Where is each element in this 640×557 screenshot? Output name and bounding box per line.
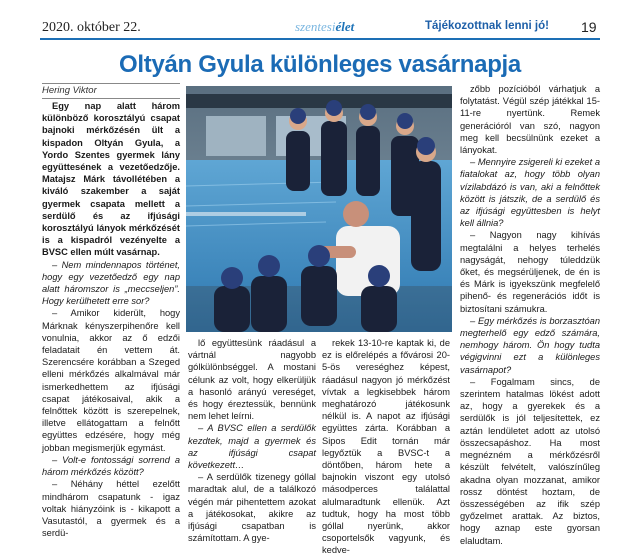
paragraph: – Amikor kiderült, hogy Márknak kényszerpihenőre kell vonulnia, akkor az ő edzői feladatait én vettem át. Szerencsére korábban a Szeged elleni mérkőzés alkalmával már ismerkedhettem az ifjúsági csapat játékosaival, akik a felnőttek között is szerepelnek, illetve ellátogattam a felnőtt együttes edzésére, hogy még jobban megismerjük egymást. [42,308,180,453]
article-column-1 [42,100,180,539]
paragraph: – Volt-e fontossági sorrend a három mérkőzés között? [42,454,180,478]
paragraph: – Fogalmam sincs, de szerintem hatalmas lökést adott az, hogy a gyerekek és a serdülők is jól teljesítettek, ez aztán lendületet adott az utolsó összecsapáshoz. Ha most megnézném a mérkőzésről készült felvételt, valószínűleg akadna olyan mozzanat, amikor rossz döntést hoztam, de összességében az ifik szép győzelmet arattak. Az biztos, hogy aznap este gyorsan elaludtam. [460,376,600,546]
slogan: Tájékozottnak lenni jó! [425,20,549,32]
paragraph: – Nagyon nagy kihívás megtalálni a helyes terhelés nagyságát, nehogy túleddzük őket, és megsérüljenek, de én is és Márk is igyekszünk megfelelő pihenő- és regenerációs időt is biztosítani számukra. [460,230,600,314]
paragraph: – Egy mérkőzés is borzasztóan megterhelő egy edző számára, nemhogy három. Ön hogy tudta végigvinni ezt a különleges vasárnapot? [460,315,600,375]
paragraph: – A serdülők tizenegy góllal maradtak alul, de a találkozó végén már pihentettem azokat a játékosokat, akikre az ifjúsági csapatban is számítottam. A gye- [188,472,316,544]
water-polo-team-photo [186,86,452,332]
article-column-2 [188,337,316,544]
paragraph: rekek 13-10-re kaptak ki, de ez is előrelépés a fővárosi 20-5-ös vereséghez képest, ráadásul nagyon jó mérkőzést vívtak a legkisebbek három meghatározó játékosunk nélkül is. A napot az ifjúsági együttes zárta. Korábban a Sipos Edit tornán már legyőztük a BVSC-t a döntőben, három hete a bajnokin viszont egy utolsó másodperces találattal alulmaradtunk ellenük. Azt tudtuk, hogy ha most több góllal nyerünk, akkor csoportelsők vagyunk, és kedve- [322,338,450,556]
page-number: 19 [581,19,597,35]
paragraph: lő együttesünk ráadásul a vártnál nagyobb gólkülönbséggel. A mostani célunk az volt, hogy elkerüljük a hasonló arányú vereséget, és hogy éreztessük, bennünk nem lehet leírni. [188,338,316,422]
page-header [0,0,640,40]
paragraph: Egy nap alatt három különböző korosztályú csapat bajnoki mérkőzésén ült a kispadon Oltyán Gyula, a Yordo Szentes gyermek lány együttesének a vezetőedzője. Matajsz Márk távollétében a kiváló szakember a saját gyermek csapata mellett a serdülő és az ifjúsági korosztályú lányok mérkőzését is a kispadról vezényelte a BVSC ellen múlt vasárnap. [42,101,180,258]
paragraph: – Néhány héttel ezelőtt mindhárom csapatunk - igaz voltak hiányzóink is - kikapott a Vasutastól, a gyermek és a serdü- [42,479,180,539]
article-column-3 [322,337,450,557]
paragraph: – Nem mindennapos történet, hogy egy vezetőedző egy nap alatt háromszor is „meccseljen”. Hogy kerülhetett erre sor? [42,259,180,307]
author-byline: Hering Viktor [42,83,180,99]
team-photo [186,86,452,332]
newspaper-logo [295,19,354,35]
logo-part-1: szentesi [295,19,336,34]
paragraph: – Mennyire zsigereli ki ezeket a fiatalokat az, hogy több olyan vízilabdázó is van, aki a felnőttek között is játszik, de a serdülő és az ifjúsági együttesben is helyt kell állnia? [460,157,600,229]
logo-part-2: élet [335,19,355,34]
paragraph: – A BVSC ellen a serdülők kezdtek, majd a gyermek és az ifjúsági csapat következett… [188,423,316,471]
paragraph: zőbb pozícióból várhatjuk a folytatást. Végül szép játékkal 15-11-re nyertünk. Remek generációról van szó, nagyon meg kell becsülnünk ezeket a lányokat. [460,84,600,156]
article-column-4 [460,83,600,547]
article-title: Oltyán Gyula különleges vasárnapja [119,51,521,78]
issue-date: 2020. október 22. [42,20,141,35]
header-rule [40,38,600,40]
